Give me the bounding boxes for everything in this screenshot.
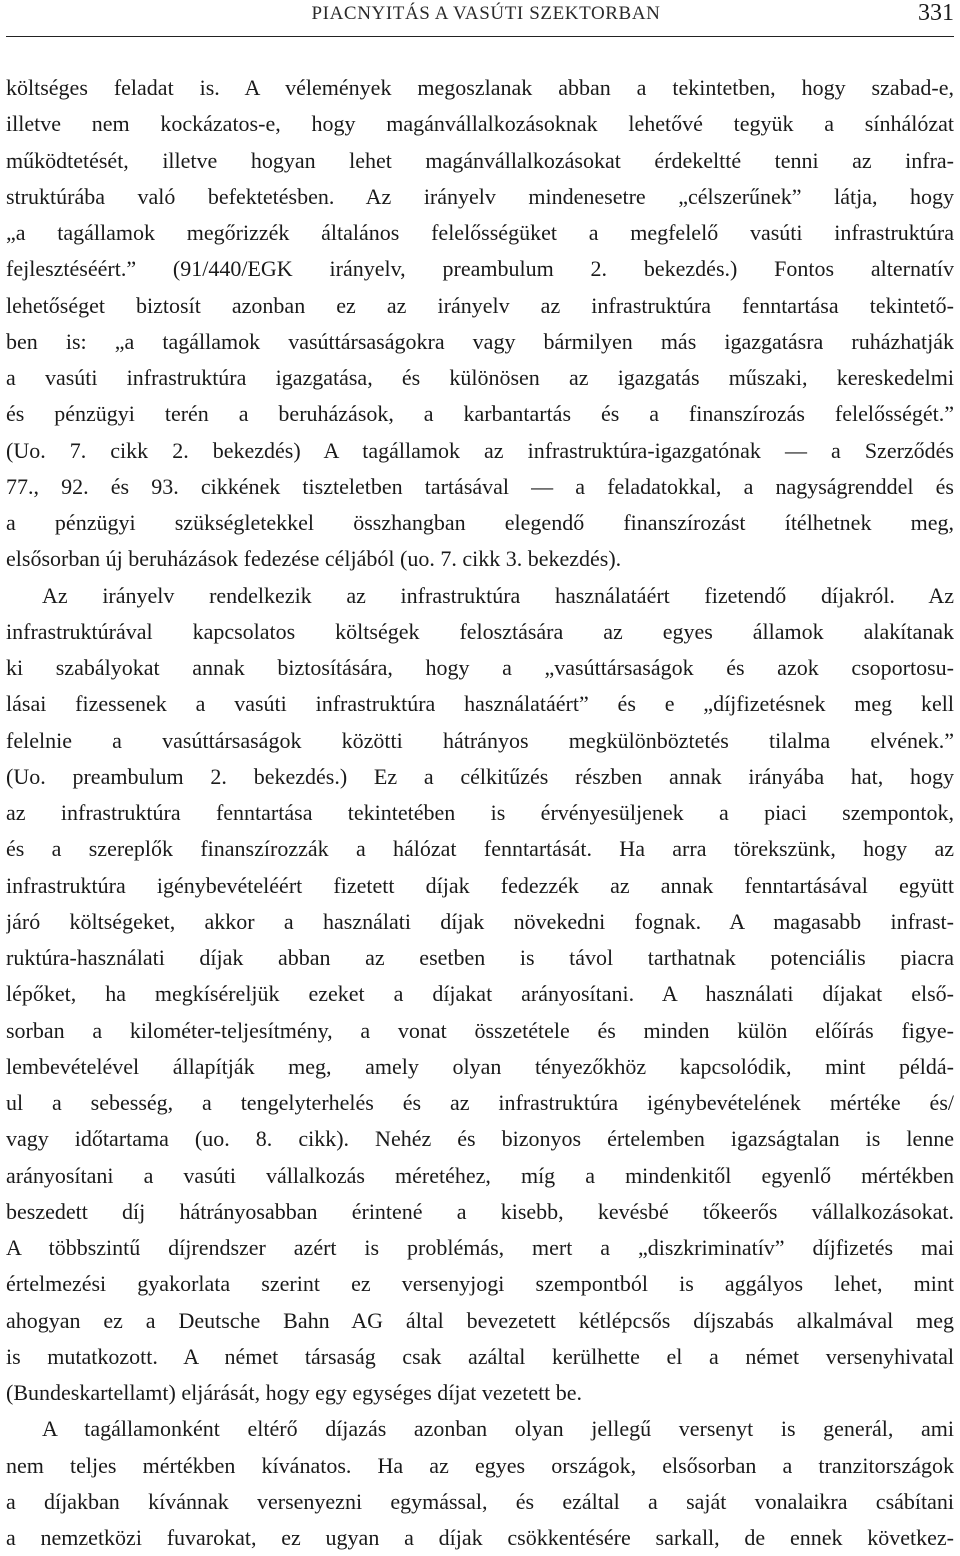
text-line: költséges feladat is. A vélemények megoszlanak abban a tekintetben, hogy szabad-e, [6, 75, 954, 100]
text-line: infrastruktúra igénybevételéért fizetett díjak fedezzék az annak fenntartásával együtt [6, 872, 954, 898]
text-line: a díjakban kívánnak versenyezni egymással, és ezáltal a saját vonalaikra csábítani [6, 1488, 954, 1514]
text-line: (Uo. preambulum 2. bekezdés.) Ez a célkitűzés részben annak irányába hat, hogy [6, 763, 954, 789]
text-line: beszedett díj hátrányosabban érintené a kisebb, kevésbé tőkeerős vállalkozásokat. [6, 1198, 954, 1224]
text-line: ruktúra-használati díjak abban az esetben is távol tarthatnak potenciális piacra [6, 945, 954, 970]
text-line: a nemzetközi fuvarokat, ez ugyan a díjak csökkentésére sarkall, de ennek következ- [6, 1525, 954, 1550]
text-line: értelmezési gyakorlata szerint ez versenyjogi szempontból is aggályos lehet, mint [6, 1271, 954, 1297]
running-title: PIACNYITÁS A VASÚTI SZEKTORBAN [311, 3, 661, 24]
text-line: lehetőséget biztosít azonban ez az irányelv az infrastruktúra fenntartása tekintető- [6, 292, 954, 318]
text-line: (Uo. 7. cikk 2. bekezdés) A tagállamok az infrastruktúra-igazgatónak — a Szerződés [6, 437, 954, 463]
text-line: a vasúti infrastruktúra igazgatása, és különösen az igazgatás műszaki, kereskedelmi [6, 365, 954, 390]
text-line: arányosítani a vasúti vállalkozás méretéhez, míg a mindenkitől egyenlő mértékben [6, 1162, 954, 1188]
text-line: és pénzügyi terén a beruházások, a karbantartás és a finanszírozás felelősségét.” [6, 401, 954, 427]
text-line: (Bundeskartellamt) eljárását, hogy egy egységes díjat vezetett be. [6, 1380, 583, 1405]
text-line: a pénzügyi szükségletekkel összhangban elegendő finanszírozást ítélhetnek meg, [6, 510, 954, 535]
text-line: az infrastruktúra fenntartása tekintetében is érvényesüljenek a piaci szempontok, [6, 800, 954, 825]
text-line: A tagállamonként eltérő díjazás azonban olyan jellegű versenyt is generál, ami [42, 1416, 954, 1442]
text-line: sorban a kilométer-teljesítmény, a vonat összetétele és minden külön előírás figye- [6, 1017, 954, 1043]
text-line: vagy időtartama (uo. 8. cikk). Nehéz és bizonyos értelemben igazságtalan is lenne [6, 1126, 954, 1152]
text-line: lembevételével állapítják meg, amely olyan tényezőkhöz kapcsolódik, mint példá- [6, 1053, 954, 1079]
text-line: A többszintű díjrendszer azért is problémás, mert a „diszkriminatív” díjfizetés mai [6, 1235, 954, 1260]
text-line: felelnie a vasúttársaságok közötti hátrányos megkülönböztetés tilalma elvének.” [6, 727, 954, 753]
text-line: ben is: „a tagállamok vasúttársaságokra vagy bármilyen más igazgatásra ruházhatják [6, 328, 954, 354]
running-header [6, 0, 954, 30]
text-line: járó költségeket, akkor a használati díjak növekedni fognak. A magasabb infrast- [6, 908, 954, 934]
text-line: Az irányelv rendelkezik az infrastruktúra használatáért fizetendő díjakról. Az [42, 582, 954, 608]
text-line: nem teljes mértékben kívánatos. Ha az egyes országok, elsősorban a tranzitországok [6, 1452, 954, 1478]
text-line: illetve nem kockázatos-e, hogy magánvállalkozásoknak lehetővé tegyük a sínhálózat [6, 111, 954, 137]
text-line: ul a sebesség, a tengelyterhelés és az infrastruktúra igénybevételének mértéke és/ [6, 1090, 954, 1115]
body-text [6, 70, 954, 1556]
text-line: infrastruktúrával kapcsolatos költségek felosztására az egyes államok alakítanak [6, 618, 954, 644]
page-number: 331 [918, 0, 954, 26]
text-line: 77., 92. és 93. cikkének tiszteletben tartásával — a feladatokkal, a nagyságrenddel és [6, 473, 954, 499]
text-line: és a szereplők finanszírozzák a hálózat fenntartását. Ha arra törekszünk, hogy az [6, 836, 954, 862]
text-line: elsősorban új beruházások fedezése céljából (uo. 7. cikk 3. bekezdés). [6, 546, 622, 572]
text-line: fejlesztéséért.” (91/440/EGK irányelv, preambulum 2. bekezdés.) Fontos alternatív [6, 256, 954, 282]
text-line: is mutatkozott. A német társaság csak azáltal kerülhette el a német versenyhivatal [6, 1343, 954, 1369]
text-line: lásai fizessenek a vasúti infrastruktúra használatáért” és e „díjfizetésnek meg kell [6, 691, 954, 717]
text-line: „a tagállamok megőrizzék általános felelősségüket a megfelelő vasúti infrastruktúra [6, 220, 954, 245]
text-line: lépőket, ha megkíséreljük ezeket a díjakat arányosítani. A használati díjakat első- [6, 981, 954, 1007]
text-line: működtetését, illetve hogyan lehet magánvállalkozásokat érdekeltté tenni az infra- [6, 147, 954, 173]
text-line: ki szabályokat annak biztosítására, hogy a „vasúttársaságok és azok csoportosu- [6, 655, 954, 680]
header-rule [6, 36, 954, 37]
text-line: struktúrába való befektetésben. Az irányelv mindenesetre „célszerűnek” látja, hogy [6, 183, 954, 209]
text-line: ahogyan ez a Deutsche Bahn AG által bevezetett kétlépcsős díjszabás alkalmával meg [6, 1307, 954, 1333]
